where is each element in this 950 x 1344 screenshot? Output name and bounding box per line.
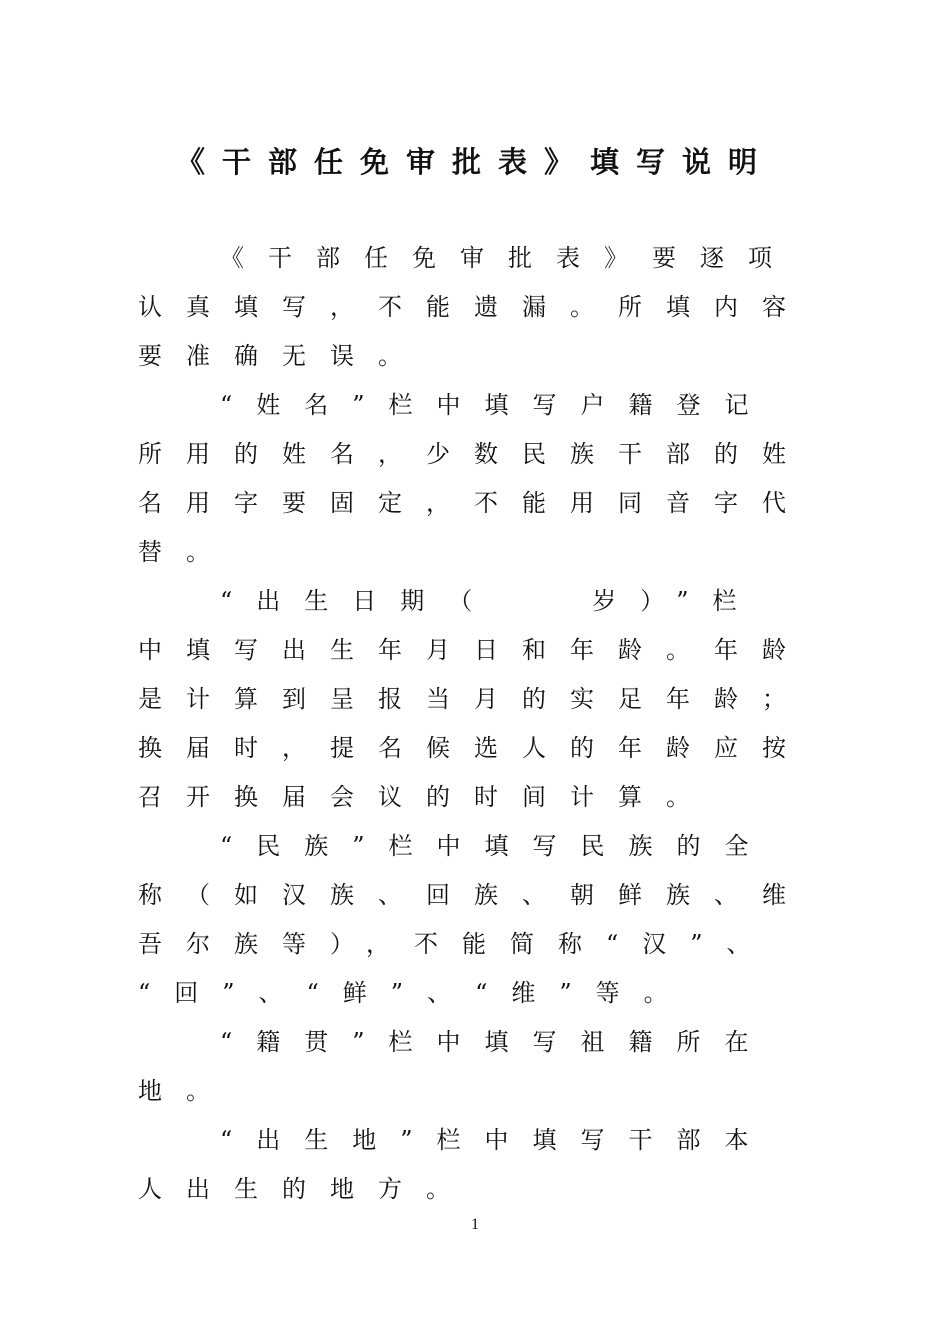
document-body — [138, 234, 818, 1214]
paragraph-line: “民族”栏中填写民族的全 — [220, 832, 773, 860]
paragraph-line: “籍贯”栏中填写祖籍所在 — [220, 1028, 773, 1056]
paragraph-line: 《干部任免审批表》要逐项 — [220, 244, 796, 272]
paragraph-line: “出生地”栏中填写干部本 — [220, 1126, 773, 1154]
paragraph-line: 所用的姓名，少数民族干部的姓 — [138, 440, 810, 468]
paragraph-line: 称（如汉族、回族、朝鲜族、维 — [138, 881, 810, 909]
paragraph-line: 召开换届会议的时间计算。 — [138, 783, 714, 811]
paragraph-line: 换届时，提名候选人的年龄应按 — [138, 734, 810, 762]
paragraph-line: 人出生的地方。 — [138, 1175, 474, 1203]
paragraph-line: 是计算到呈报当月的实足年龄； — [138, 685, 810, 713]
paragraph-line: 替。 — [138, 538, 234, 566]
paragraph-line: 中填写出生年月日和年龄。年龄 — [138, 636, 810, 664]
paragraph-line: 要准确无误。 — [138, 342, 426, 370]
page-number: 1 — [471, 1216, 479, 1233]
page-title: 《干部任免审批表》填写说明 — [175, 145, 774, 179]
paragraph-line: 认真填写，不能遗漏。所填内容 — [138, 293, 810, 321]
paragraph-line: 名用字要固定，不能用同音字代 — [138, 489, 810, 517]
paragraph-line: “回”、“鲜”、“维”等。 — [138, 979, 692, 1007]
paragraph-line: “出生日期（ 岁）”栏 — [220, 587, 761, 615]
paragraph-line: 地。 — [138, 1077, 234, 1105]
paragraph-line: “姓名”栏中填写户籍登记 — [220, 391, 773, 419]
paragraph-line: 吾尔族等），不能简称“汉”、 — [138, 930, 775, 958]
